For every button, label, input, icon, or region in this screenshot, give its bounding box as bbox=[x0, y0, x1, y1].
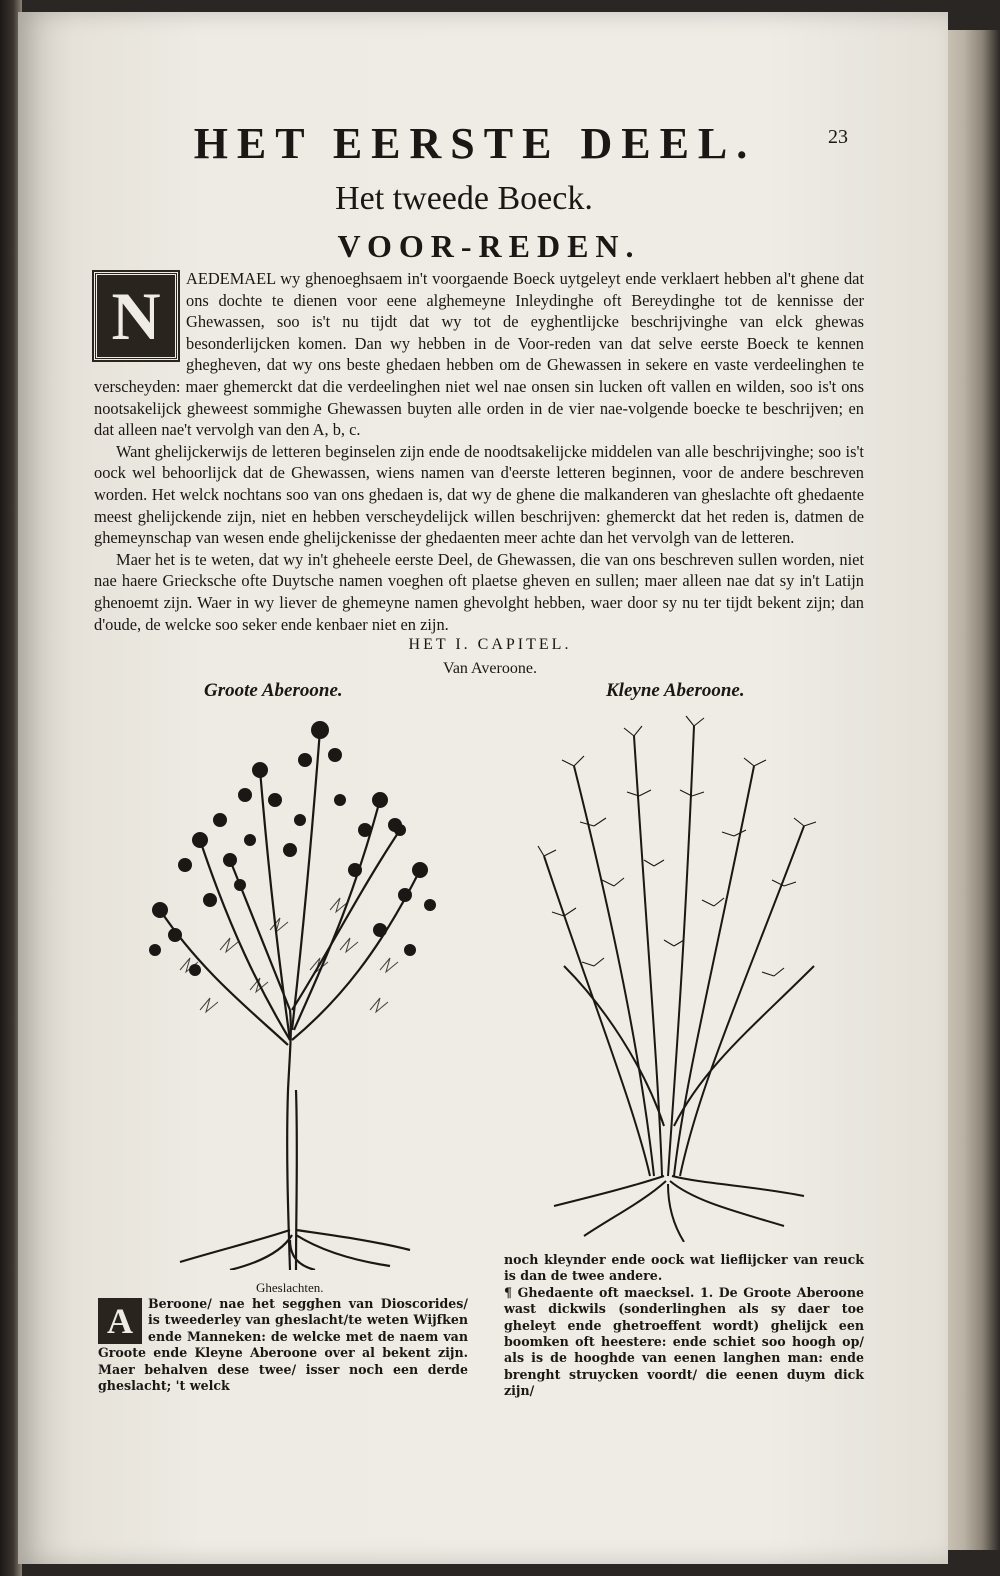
blackletter-paragraph-right-1: noch kleynder ende oock wat lieflijcker van reuck is dan de twee andere. bbox=[504, 1252, 864, 1284]
plant-caption-small: Kleyne Aberoone. bbox=[606, 680, 745, 701]
chapter-heading: HET I. CAPITEL. bbox=[408, 636, 572, 653]
book-title: Het tweede Boeck. bbox=[335, 180, 593, 217]
section-title: VOOR-REDEN. bbox=[337, 228, 641, 264]
blackletter-paragraph-right-2: ¶ Ghedaente oft maecksel. 1. De Groote Aberoone wast dickwils (sonderlinghen als sy daer toe gheleyt ende ghetroeffent wordt) ghelijck een boomken oft heestere: ende schiet soo hoogh op/ als is de hooghde van eenen langhen man: ende brenght struycken voordt/ die eenen duym dick zijn/ bbox=[504, 1284, 864, 1399]
chapter-subtitle: Van Averoone. bbox=[443, 660, 537, 677]
page-stack-edge bbox=[940, 30, 1000, 1550]
section-label-gheslachten: Gheslachten. bbox=[256, 1280, 324, 1295]
blackletter-column-left bbox=[98, 1296, 468, 1394]
running-head: HET EERSTE DEEL. bbox=[193, 119, 757, 168]
decorative-initial-small: A bbox=[98, 1298, 142, 1344]
intro-paragraph-3: Maer het is te weten, dat wy in't gheheele eerste Deel, de Ghewassen, die van ons beschreven sullen worden, niet nae haere Griecksche ofte Duytsche namen voeghen oft plaetse gheven en sullen; maer alleen nae dat sy in't Latijn ghenoemt zijn. Waer in wy liever de ghemeyne namen ghevolght hebben, waer door sy nu ter tijdt bekent zijn; dan d'oude, de welcke soo seker ende kenbaer niet en zijn. bbox=[94, 549, 864, 634]
decorative-initial: N bbox=[94, 272, 178, 360]
woodcut-small-wormwood bbox=[534, 706, 834, 1242]
page-number: 23 bbox=[828, 126, 848, 148]
page-content bbox=[94, 12, 864, 1564]
plant-caption-large: Groote Aberoone. bbox=[204, 680, 343, 701]
blackletter-paragraph-left: Beroone/ nae het segghen van Dioscorides/ is tweederley van gheslacht/te weten Wijfken ende Manneken: de welcke met de naem van Groote ende Kleyne Aberoone over al bekent zijn. Maer behalven dese twee/ isser noch een derde gheslacht; 't welck bbox=[98, 1296, 468, 1394]
book-page bbox=[18, 12, 948, 1564]
intro-paragraph-1: AEDEMAEL wy ghenoeghsaem in't voorgaende Boeck uytgeleyt ende verklaert hebben al't ghene dat ons dochte te dienen voor eene alghemeyne Inleydinghe oft Bereydinghe tot de kennisse der Ghewassen, soo is't nu tijdt dat wy tot de eyghentlijcke beschrijvinghe van elck ghewas besonderlijcken komen. Dan wy hebben in de Voor-reden van dat selve eerste Boeck te kennen ghegheven, dat wy ons beste ghedaen hebben om de Ghewassen in sekere en vaste verdeelinghen te verscheyden: maer ghemerckt dat die verdeelinghen niet wel nae onsen sin lucken oft vallen en wilden, soo is't ons nootsakelijck gheweest sommighe Ghewassen buyten alle orden in de vier nae-volgende boecke te beschrijven; en dat alleen nae't vervolgh van den A, b, c. bbox=[94, 269, 864, 440]
woodcut-large-wormwood bbox=[140, 710, 450, 1270]
blackletter-column-right bbox=[504, 1252, 864, 1400]
intro-text bbox=[94, 268, 864, 635]
intro-paragraph-2: Want ghelijckerwijs de letteren beginselen zijn ende de noodtsakelijcke middelen van alle beschrijvinghe; soo is't oock wel behoorlijck dat de Ghewassen, wiens namen van d'eerste letteren beginnen, voor de andere beschreven worden. Het welck nochtans soo van ons ghedaen is, dat wy de ghene die malkanderen van gheslachte oft ghedaente meest ghelijckende zijn, niet en hebben verscheydelijck willen beschrijven: ghemerckt dat het reden is, datmen de ghemeynschap van wesen ende ghelijckenisse der ghedaenten meer achte dan het vervolgh van de letteren. bbox=[94, 441, 864, 548]
